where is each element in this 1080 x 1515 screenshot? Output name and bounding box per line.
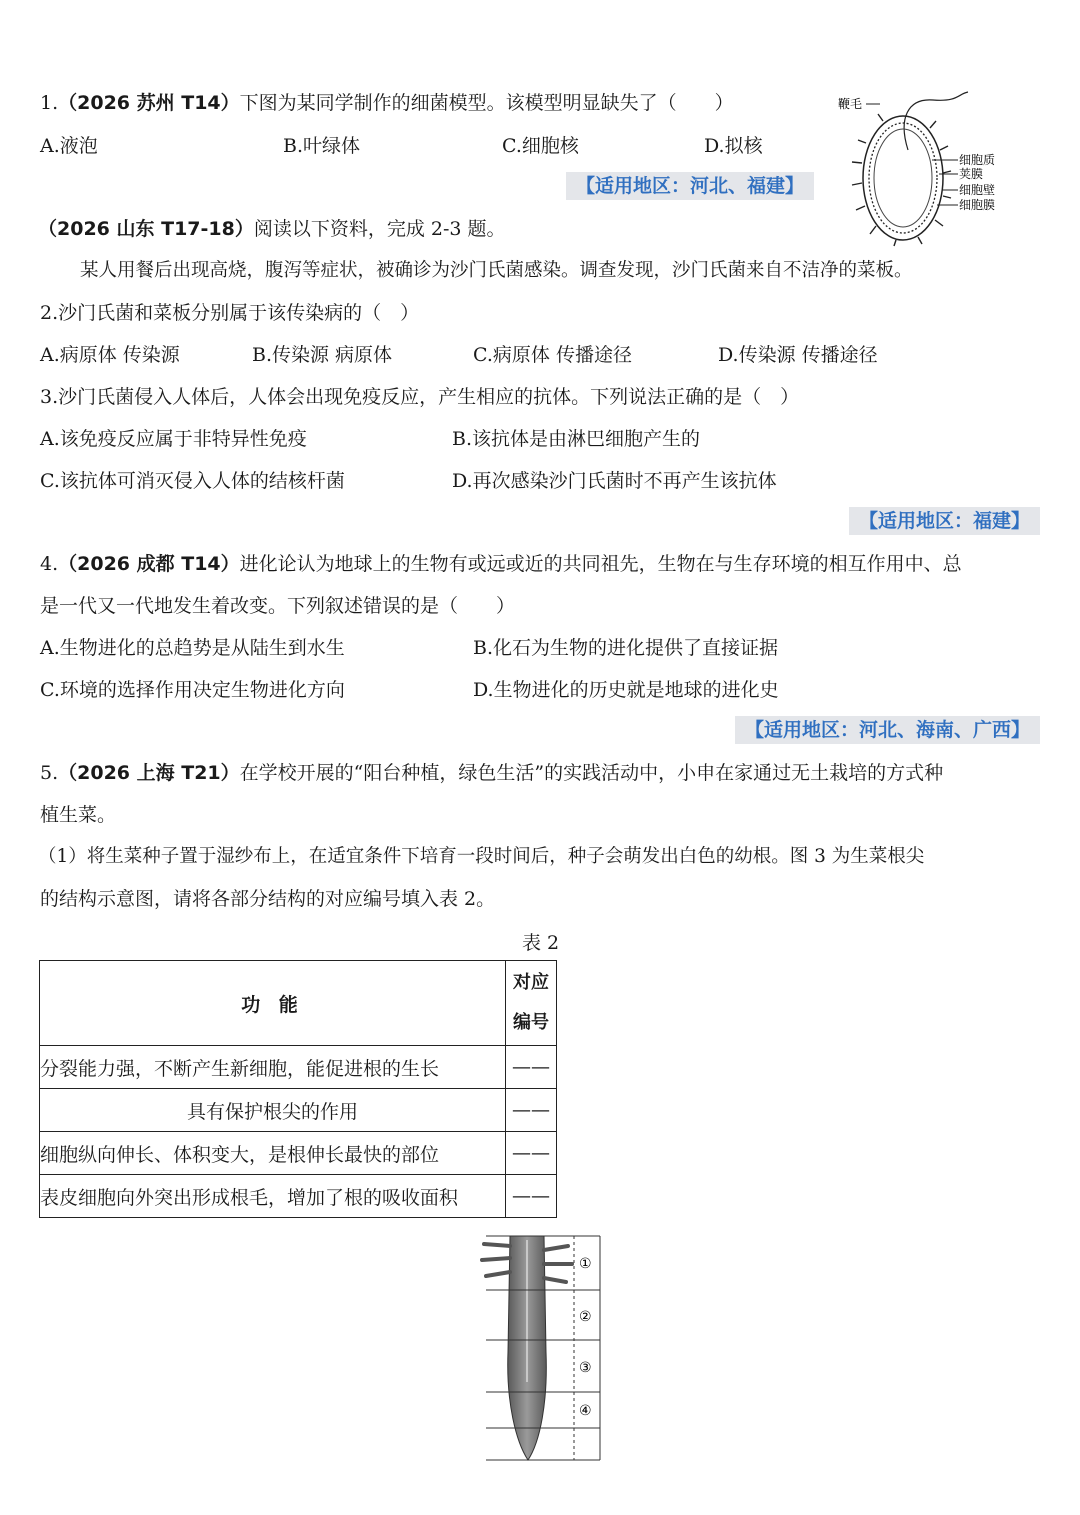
bacterium-model-figure xyxy=(838,88,1040,248)
zone-label-2: ② xyxy=(579,1309,592,1325)
table-cell-answer[interactable]: —— xyxy=(506,1089,557,1132)
label-cytoplasm: 细胞质 xyxy=(959,153,996,167)
table-cell-answer[interactable]: —— xyxy=(506,1046,557,1089)
table-header-function: 功 能 xyxy=(40,961,506,1046)
table-cell-function: 表皮细胞向外突出形成根毛，增加了根的吸收面积 xyxy=(40,1175,506,1218)
function-table xyxy=(39,960,557,1218)
label-cell-membrane: 细胞膜 xyxy=(959,198,996,212)
q23-intro-line xyxy=(38,216,506,242)
q4-stem-text: 进化论认为地球上的生物有或远或近的共同祖先，生物在与生存环境的相互作用中、总 xyxy=(239,553,962,575)
q4-region-tag: 【适用地区：河北、海南、广西】 xyxy=(735,716,1040,744)
label-cell-wall: 细胞壁 xyxy=(959,183,996,197)
q5-source: （2026 上海 T21） xyxy=(58,762,240,784)
q5-stem-line1 xyxy=(40,760,943,786)
table-caption: 表 2 xyxy=(522,932,560,954)
q23-source: （2026 山东 T17-18） xyxy=(38,218,254,240)
q5-stem-line2: 植生菜。 xyxy=(40,804,117,826)
q4-number: 4. xyxy=(40,553,59,575)
label-capsule: 荚膜 xyxy=(959,167,984,181)
q4-option-d[interactable]: D.生物进化的历史就是地球的进化史 xyxy=(473,679,779,701)
q3-option-d[interactable]: D.再次感染沙门氏菌时不再产生该抗体 xyxy=(452,470,777,492)
q1-option-c[interactable]: C.细胞核 xyxy=(502,135,579,157)
q1-option-b[interactable]: B.叶绿体 xyxy=(283,135,361,157)
q4-option-a[interactable]: A.生物进化的总趋势是从陆生到水生 xyxy=(40,637,345,659)
table-cell-answer[interactable]: —— xyxy=(506,1132,557,1175)
root-tip-figure xyxy=(478,1232,608,1464)
q3-option-c[interactable]: C.该抗体可消灭侵入人体的结核杆菌 xyxy=(40,470,345,492)
table-cell-function: 分裂能力强，不断产生新细胞，能促进根的生长 xyxy=(40,1046,506,1089)
q3-option-a[interactable]: A.该免疫反应属于非特异性免疫 xyxy=(40,428,307,450)
q3-stem: 3.沙门氏菌侵入人体后，人体会出现免疫反应，产生相应的抗体。下列说法正确的是（ ） xyxy=(40,386,800,408)
q2-option-c[interactable]: C.病原体 传播途径 xyxy=(473,344,632,366)
q1-stem-line xyxy=(40,90,734,116)
q5-sub1-line1: （1）将生菜种子置于湿纱布上，在适宜条件下培育一段时间后，种子会萌发出白色的幼根。图 3 为生菜根尖 xyxy=(38,846,925,867)
table-cell-function: 细胞纵向伸长、体积变大，是根伸长最快的部位 xyxy=(40,1132,506,1175)
table-row xyxy=(40,1046,557,1089)
pili xyxy=(852,114,951,246)
table-header-number-line1: 对应 xyxy=(513,972,549,993)
q5-sub1-line2: 的结构示意图，请将各部分结构的对应编号填入表 2。 xyxy=(40,888,496,910)
table-row xyxy=(40,1132,557,1175)
q23-intro: 阅读以下资料，完成 2-3 题。 xyxy=(253,218,506,240)
q3-option-b[interactable]: B.该抗体是由淋巴细胞产生的 xyxy=(452,428,701,450)
zone-label-4: ④ xyxy=(579,1403,592,1419)
q1-stem: 下图为某同学制作的细菌模型。该模型明显缺失了（ ） xyxy=(239,92,734,114)
q2-option-b[interactable]: B.传染源 病原体 xyxy=(252,344,393,366)
q4-option-c[interactable]: C.环境的选择作用决定生物进化方向 xyxy=(40,679,345,701)
q1-region-tag: 【适用地区：河北、福建】 xyxy=(566,172,814,200)
table-row xyxy=(40,1089,557,1132)
q1-option-a[interactable]: A.液泡 xyxy=(40,135,98,157)
q1-number: 1. xyxy=(40,92,59,114)
cell-outer-wall xyxy=(863,116,943,240)
table-cell-function: 具有保护根尖的作用 xyxy=(40,1089,506,1132)
cell-inner-membrane xyxy=(869,123,937,233)
q2-option-d[interactable]: D.传染源 传播途径 xyxy=(718,344,878,366)
zone-label-1: ① xyxy=(579,1256,592,1272)
q5-number: 5. xyxy=(40,762,59,784)
q1-option-d[interactable]: D.拟核 xyxy=(704,135,763,157)
q4-stem-line1 xyxy=(40,551,962,577)
zone-label-3: ③ xyxy=(579,1360,592,1376)
q2-option-a[interactable]: A.病原体 传染源 xyxy=(40,344,180,366)
q23-material: 某人用餐后出现高烧，腹泻等症状，被确诊为沙门氏菌感染。调查发现，沙门氏菌来自不洁净的菜板。 xyxy=(80,260,913,281)
q4-option-b[interactable]: B.化石为生物的进化提供了直接证据 xyxy=(473,637,779,659)
table-row xyxy=(40,1175,557,1218)
table-header-row xyxy=(40,961,557,1046)
label-flagellum: 鞭毛 xyxy=(838,97,863,111)
table-cell-answer[interactable]: —— xyxy=(506,1175,557,1218)
q4-source: （2026 成都 T14） xyxy=(58,553,240,575)
table-header-number-line2: 编号 xyxy=(513,1012,549,1033)
q23-region-tag: 【适用地区：福建】 xyxy=(849,507,1040,535)
q4-stem-line2: 是一代又一代地发生着改变。下列叙述错误的是（ ） xyxy=(40,595,516,617)
q1-source: （2026 苏州 T14） xyxy=(58,92,240,114)
table-header-number xyxy=(506,961,557,1046)
q2-stem: 2.沙门氏菌和菜板分别属于该传染病的（ ） xyxy=(40,302,420,324)
q5-stem-text: 在学校开展的“阳台种植，绿色生活”的实践活动中，小申在家通过无土栽培的方式种 xyxy=(239,762,944,784)
